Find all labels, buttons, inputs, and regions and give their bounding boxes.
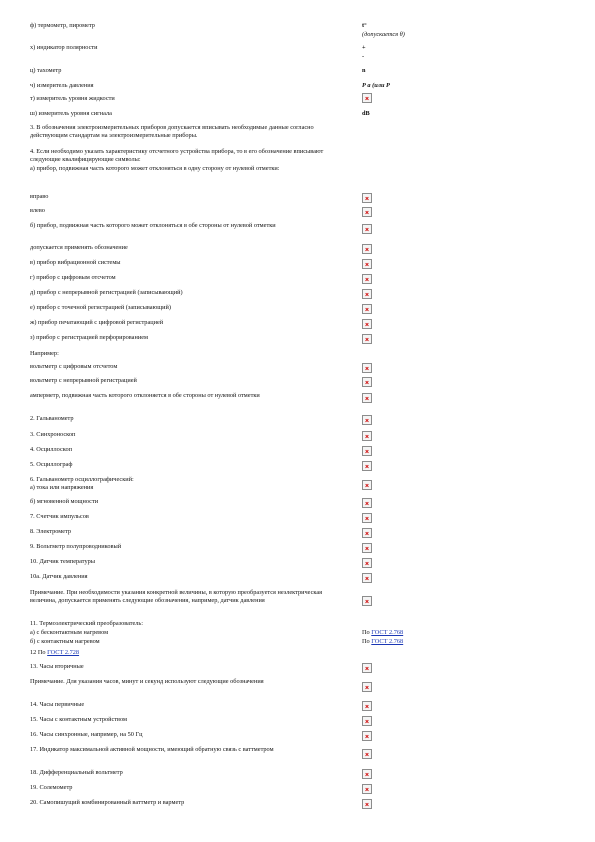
item-semiconductor-voltmeter: 9. Вольтметр полупроводниковый [30, 543, 122, 550]
item-contact-heating: б) с контактным нагревом [30, 638, 100, 645]
broken-image-icon [362, 716, 372, 726]
note-clock: Примечание. Для указания часов, минут и секунд используют следующие обозначения [30, 678, 264, 685]
item-sync-clock: 16. Часы синхронные, например, на 50 Гц [30, 731, 143, 738]
item-thermo-converter: 11. Термоэлектрический преобразователь: [30, 620, 144, 627]
item-allowed-symbol: допускается применять обозначение [30, 244, 128, 251]
item-tachometer: ц) тахометр [30, 67, 62, 74]
item-electrometer: 8. Электрометр [30, 528, 72, 535]
broken-image-icon [362, 558, 372, 568]
pressure-symbol: Р а (или Р [362, 82, 390, 89]
broken-image-icon [362, 682, 372, 692]
item-temp-sensor: 10. Датчик температуры [30, 558, 95, 565]
item-right: вправо [30, 193, 49, 200]
thermo-note: (допускается θ) [362, 31, 405, 38]
gost-2768-link-b[interactable]: ГОСТ 2.768 [371, 638, 404, 645]
item-recording-wattmeter: 20. Самопишущий комбинированный ваттметр и варметр [30, 799, 185, 806]
item-solemometer: 19. Солемометр [30, 784, 73, 791]
item-a-one-side: а) прибор, подвижная часть которого может отклоняться в одну сторону от нулевой отметки: [30, 165, 280, 172]
item-osc-galvanometer: 6. Гальванометр осциллографический: [30, 476, 134, 483]
item-contact-clock: 15. Часы с контактным устройством [30, 716, 127, 723]
item-contactless-heating: а) с бесконтактным нагревом [30, 629, 109, 636]
item-thermometer: ф) термометр, пирометр [30, 22, 95, 29]
item-point-recording: е) прибор с точечной регистрацией (записывающий) [30, 304, 171, 311]
broken-image-icon [362, 480, 372, 490]
signal-symbol: dB [362, 110, 370, 117]
item-diff-voltmeter: 18. Дифференциальный вольтметр [30, 769, 123, 776]
item-galvanometer: 2. Гальванометр [30, 415, 74, 422]
broken-image-icon [362, 784, 372, 794]
item-oscillograph: 5. Осциллограф [30, 461, 73, 468]
gost-2728-link[interactable]: ГОСТ 2.728 [47, 649, 80, 656]
item-b-both-sides: б) прибор, подвижная часть которого может отклоняться в обе стороны от нулевой отметки [30, 222, 276, 229]
broken-image-icon [362, 731, 372, 741]
broken-image-icon [362, 393, 372, 403]
item-max-power-indicator: 17. Индикатор максимальной активной мощности, имеющий обратную связь с ваттметром [30, 746, 274, 753]
broken-image-icon [362, 749, 372, 759]
broken-image-icon [362, 289, 372, 299]
item-recording-voltmeter: вольтметр с непрерывной регистрацией [30, 377, 137, 384]
minus-symbol: - [362, 53, 365, 60]
broken-image-icon [362, 415, 372, 425]
broken-image-icon [362, 543, 372, 553]
broken-image-icon [362, 259, 372, 269]
item-printing: ж) прибор печатающий с цифровой регистрацией [30, 319, 164, 326]
item-current-voltage: а) тока или напряжения [30, 484, 94, 491]
item-continuous-recording: д) прибор с непрерывной регистрацией (записывающий) [30, 289, 183, 296]
item-perforation: з) прибор с регистрацией перфорированием [30, 334, 148, 341]
broken-image-icon [362, 244, 372, 254]
broken-image-icon [362, 363, 372, 373]
item-digital: г) прибор с цифровым отсчетом [30, 274, 116, 281]
broken-image-icon [362, 304, 372, 314]
broken-image-icon [362, 431, 372, 441]
broken-image-icon [362, 596, 372, 606]
broken-image-icon [362, 224, 372, 234]
broken-image-icon [362, 799, 372, 809]
broken-image-icon [362, 769, 372, 779]
broken-image-icon [362, 663, 372, 673]
broken-image-icon [362, 513, 372, 523]
item-liquid-level: т) измеритель уровня жидкости [30, 95, 115, 102]
item-instant-power: б) мгновенной мощности [30, 498, 99, 505]
item-polarity-indicator: х) индикатор полярности [30, 44, 98, 51]
item-synchroscope: 3. Синхроноскоп [30, 431, 76, 438]
item-vibration: в) прибор вибрационной системы [30, 259, 121, 266]
note-sensor: Примечание. При необходимости указания конкретной величины, в которую преобразуется неэлектрическая величина, допускается применять следующие обозначения, например, датчик давления [30, 589, 323, 604]
gost-ref-b: По ГОСТ 2.768 [362, 638, 404, 645]
note-3: 3. В обозначения электроизмерительных приборов допускается вписывать необходимые данные согласно действующим стандартам на электроизмерительные приборы. [30, 124, 314, 139]
broken-image-icon [362, 319, 372, 329]
item-pressure-sensor: 10а. Датчик давления [30, 573, 88, 580]
gost-2768-link-a[interactable]: ГОСТ 2.768 [371, 629, 404, 636]
note-4: 4. Если необходимо указать характеристику отсчетного устройства прибора, то в его обозначение вписывают следующие квалифицирующие символы: [30, 148, 324, 163]
broken-image-icon [362, 193, 372, 203]
broken-image-icon [362, 573, 372, 583]
broken-image-icon [362, 528, 372, 538]
gost-ref-a: По ГОСТ 2.768 [362, 629, 404, 636]
tacho-symbol: n [362, 67, 366, 74]
item-digital-voltmeter: вольтметр с цифровым отсчетом [30, 363, 118, 370]
broken-image-icon [362, 701, 372, 711]
broken-image-icon [362, 207, 372, 217]
item-12: 12 По ГОСТ 2.728 [30, 649, 80, 656]
item-pressure-meter: ч) измеритель давления [30, 82, 94, 89]
item-left: влево [30, 207, 45, 214]
broken-image-icon [362, 93, 372, 103]
item-primary-clock: 14. Часы первичные [30, 701, 85, 708]
thermo-symbol: t° [362, 22, 367, 29]
broken-image-icon [362, 334, 372, 344]
broken-image-icon [362, 274, 372, 284]
broken-image-icon [362, 498, 372, 508]
broken-image-icon [362, 446, 372, 456]
item-ammeter: амперметр, подвижная часть которого отклоняется в обе стороны от нулевой отметки [30, 392, 260, 399]
item-secondary-clock: 13. Часы вторичные [30, 663, 84, 670]
broken-image-icon [362, 377, 372, 387]
item-oscilloscope: 4. Осциллоскоп [30, 446, 73, 453]
item-pulse-counter: 7. Счетчик импульсов [30, 513, 89, 520]
item-signal-level: ш) измеритель уровня сигнала [30, 110, 112, 117]
broken-image-icon [362, 461, 372, 471]
plus-symbol: + [362, 44, 366, 51]
example-heading: Например: [30, 350, 59, 357]
